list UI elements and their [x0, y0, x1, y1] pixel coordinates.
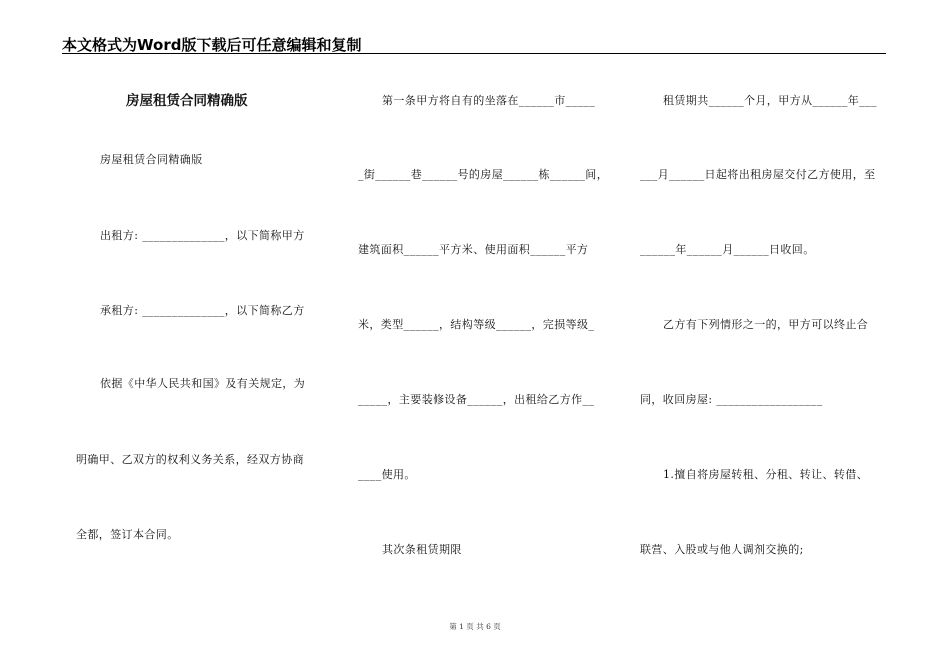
document-title: 房屋租赁合同精确版 — [126, 93, 248, 109]
page-footer: 第 1 页 共 6 页 — [449, 622, 501, 631]
text-line: 联营、入股或与他人调剂交换的; — [640, 543, 804, 556]
header-rule — [62, 53, 886, 54]
text-line: 1.擅自将房屋转租、分租、转让、转借、 — [663, 468, 869, 481]
text-line: _街______巷______号的房屋______栋______间， — [358, 168, 609, 181]
text-line: 乙方有下列情形之一的，甲方可以终止合 — [663, 318, 869, 331]
document-banner: 本文格式为Word版下载后可任意编辑和复制 — [62, 36, 362, 54]
text-line: 第一条甲方将自有的坐落在______市_____ — [382, 94, 596, 107]
text-line: ____使用。 — [358, 468, 416, 481]
text-line: 租赁期共______个月，甲方从______年___ — [663, 94, 877, 107]
text-line: 其次条租赁期限 — [382, 543, 462, 556]
text-line: _____，主要装修设备______，出租给乙方作__ — [358, 393, 595, 406]
text-line: ______年______月______日收回。 — [640, 243, 815, 256]
text-line: 依据《中华人民共和国》及有关规定，为 — [100, 377, 306, 390]
text-line: 出租方: ______________，以下简称甲方 — [100, 229, 305, 242]
text-line: 承租方: ______________，以下简称乙方 — [100, 304, 305, 317]
text-line: 明确甲、乙双方的权利义务关系，经双方协商 — [76, 453, 304, 466]
text-line: 房屋租赁合同精确版 — [100, 153, 203, 166]
text-line: ___月______日起将出租房屋交付乙方使用，至 — [640, 168, 876, 181]
text-line: 同，收回房屋: __________________ — [640, 393, 823, 406]
text-line: 全都，签订本合同。 — [76, 528, 179, 541]
text-line: 建筑面积______平方米、使用面积______平方 — [358, 243, 589, 256]
text-line: 米，类型______，结构等级______，完损等级_ — [358, 318, 595, 331]
